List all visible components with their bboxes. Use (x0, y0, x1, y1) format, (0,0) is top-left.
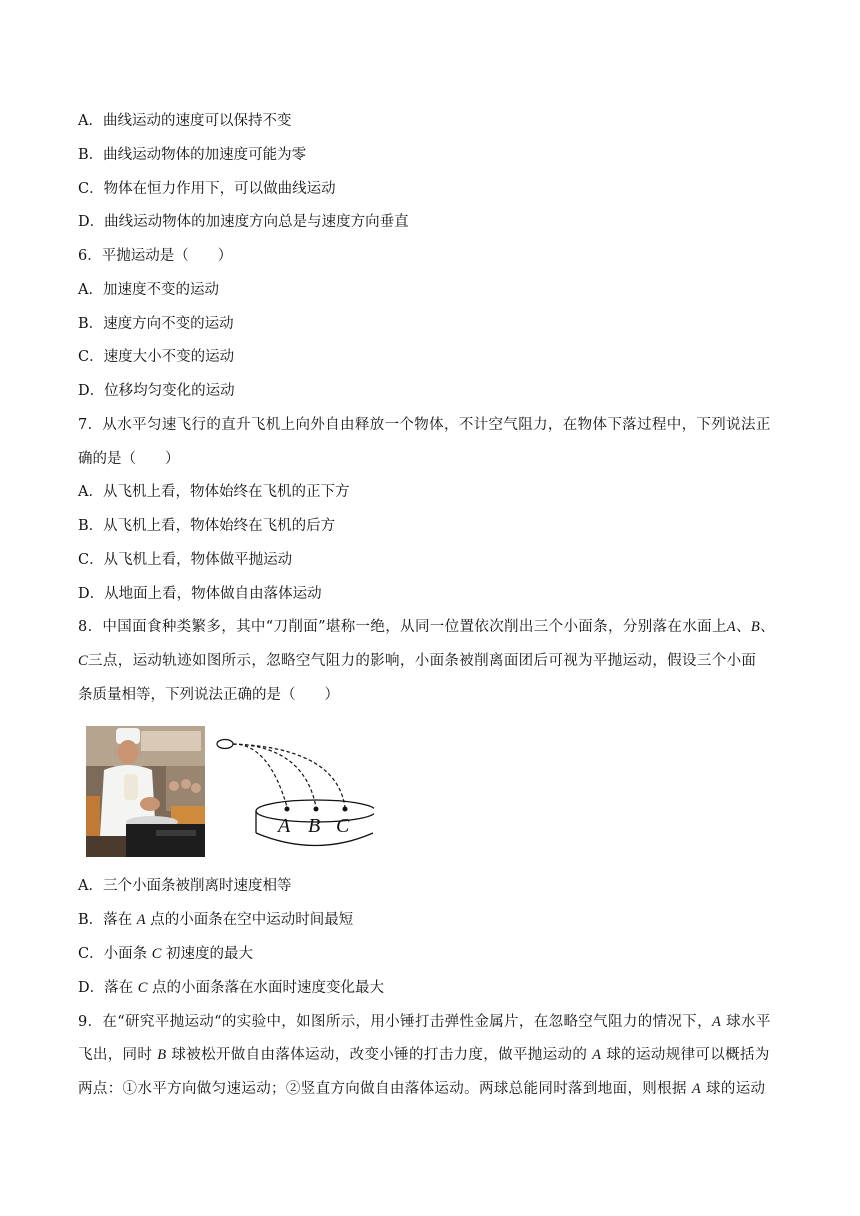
q8-stem-text: 三点，运动轨迹如图所示，忽略空气阻力的影响，小面条被削离面团后可视为平抛运动，假设三个小面 (88, 653, 757, 669)
variable: A (711, 1014, 722, 1030)
q8-stem-text: 8．中国面食种类繁多，其中“刀削面”堪称一绝，从同一位置依次削出三个小面条，分别落在水面上 (78, 619, 727, 635)
q8-stem-line2 (78, 651, 756, 671)
q7-option-b: B．从飞机上看，物体始终在飞机的后方 (78, 518, 336, 534)
q5-option-c: C．物体在恒力作用下，可以做曲线运动 (78, 181, 336, 197)
point-a-label: A (726, 619, 737, 635)
q9-text: 球水平 (721, 1014, 771, 1030)
q8-option-c (78, 944, 253, 964)
q9-text: 飞出，同时 (78, 1047, 158, 1063)
chef-photo-illustration (86, 726, 205, 857)
point-b-label: B (750, 619, 761, 635)
option-text: 点的小面条落在水面时速度变化最大 (147, 980, 385, 996)
q8-stem-line1 (78, 617, 775, 637)
q8-stem-line3: 条质量相等，下列说法正确的是（ ） (78, 687, 339, 703)
q7-option-c: C．从飞机上看，物体做平抛运动 (78, 552, 293, 568)
figure-label-a: A (278, 815, 291, 837)
q7-option-a: A．从飞机上看，物体始终在飞机的正下方 (78, 484, 350, 500)
q7-stem-line2: 确的是（ ） (78, 451, 180, 467)
dough-ring (217, 740, 233, 749)
q6-option-d: D．位移均匀变化的运动 (78, 383, 235, 399)
option-text: C．小面条 (78, 946, 152, 962)
q8-option-d (78, 978, 384, 998)
trajectory-diagram (214, 732, 374, 854)
q8-figure (86, 726, 376, 858)
variable: A (136, 912, 146, 928)
q9-text: 两点：①水平方向做匀速运动；②竖直方向做自由落体运动。两球总能同时落到地面，则根据 (78, 1081, 692, 1097)
variable: C (151, 946, 162, 962)
figure-label-c: C (336, 815, 350, 837)
trajectory-c (233, 744, 345, 807)
q7-stem-line1: 7．从水平匀速飞行的直升飞机上向外自由释放一个物体，不计空气阻力，在物体下落过程中，下列说法正 (78, 417, 771, 433)
variable: C (137, 980, 148, 996)
separator: 、 (760, 619, 775, 635)
q9-text: 球的运动 (701, 1081, 766, 1097)
q6-option-a: A．加速度不变的运动 (78, 282, 219, 298)
q5-option-b: B．曲线运动物体的加速度可能为零 (78, 147, 307, 163)
q9-stem-line3 (78, 1079, 765, 1099)
option-text: B．落在 (78, 912, 137, 928)
q7-option-d: D．从地面上看，物体做自由落体运动 (78, 586, 322, 602)
option-text: 初速度的最大 (161, 946, 253, 962)
point-b-dot (314, 807, 319, 812)
q9-stem-line1 (78, 1012, 771, 1032)
q9-text: 球被松开做自由落体运动，改变小锤的打击力度，做平抛运动的 (166, 1047, 593, 1063)
q5-option-a: A．曲线运动的速度可以保持不变 (78, 113, 292, 129)
q6-stem: 6．平抛运动是（ ） (78, 248, 233, 264)
chef-photo (86, 726, 205, 857)
figure-label-b: B (308, 815, 321, 837)
trajectory-a (233, 744, 287, 807)
point-c-dot (343, 807, 348, 812)
trajectory-svg (214, 732, 374, 854)
point-c-label: C (78, 653, 89, 669)
q8-option-a: A．三个小面条被削离时速度相等 (78, 878, 292, 894)
separator: 、 (736, 619, 751, 635)
variable: B (157, 1047, 167, 1063)
q6-option-c: C．速度大小不变的运动 (78, 349, 235, 365)
variable: A (691, 1081, 702, 1097)
q8-option-b (78, 910, 353, 930)
option-text: 点的小面条在空中运动时间最短 (145, 912, 354, 928)
variable: A (592, 1047, 602, 1063)
point-a-dot (285, 807, 290, 812)
option-text: D．落在 (78, 980, 138, 996)
q9-text: 9．在“研究平抛运动“的实验中，如图所示，用小锤打击弹性金属片，在忽略空气阻力的情况下， (78, 1014, 712, 1030)
q6-option-b: B．速度方向不变的运动 (78, 316, 234, 332)
q9-stem-line2 (78, 1045, 770, 1065)
q9-text: 球的运动规律可以概括为 (601, 1047, 770, 1063)
q5-option-d: D．曲线运动物体的加速度方向总是与速度方向垂直 (78, 214, 409, 230)
